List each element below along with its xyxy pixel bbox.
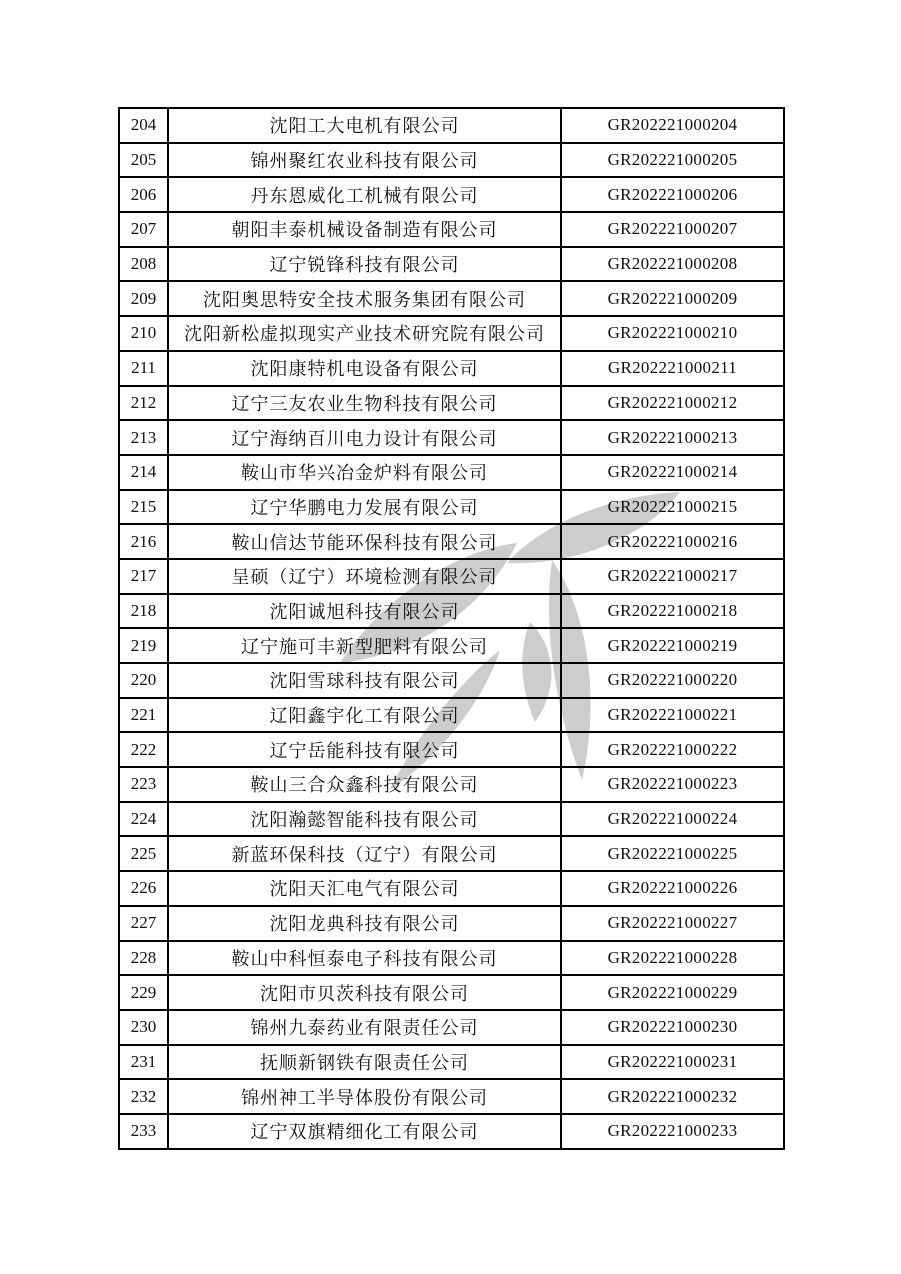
table-row [119,732,784,767]
certificate-code-cell: GR202221000211 [561,351,784,386]
row-number-cell: 225 [119,836,168,871]
company-name-cell: 沈阳市贝茨科技有限公司 [168,975,561,1010]
company-name-cell: 辽宁三友农业生物科技有限公司 [168,386,561,421]
certificate-code-cell: GR202221000223 [561,767,784,802]
company-name-cell: 朝阳丰泰机械设备制造有限公司 [168,212,561,247]
table-row [119,871,784,906]
table-row [119,975,784,1010]
row-number-cell: 228 [119,941,168,976]
company-name-cell: 鞍山信达节能环保科技有限公司 [168,524,561,559]
row-number-cell: 206 [119,177,168,212]
company-name-cell: 沈阳龙典科技有限公司 [168,906,561,941]
company-name-cell: 沈阳诚旭科技有限公司 [168,594,561,629]
certificate-code-cell: GR202221000220 [561,663,784,698]
certificate-code-cell: GR202221000214 [561,455,784,490]
certificate-code-cell: GR202221000229 [561,975,784,1010]
table-row [119,281,784,316]
row-number-cell: 215 [119,490,168,525]
certificate-code-cell: GR202221000230 [561,1010,784,1045]
table-row [119,247,784,282]
company-name-cell: 锦州聚红农业科技有限公司 [168,143,561,178]
table-row [119,594,784,629]
row-number-cell: 218 [119,594,168,629]
table-row [119,802,784,837]
table-row [119,490,784,525]
row-number-cell: 223 [119,767,168,802]
table-row [119,1045,784,1080]
row-number-cell: 232 [119,1079,168,1114]
certificate-code-cell: GR202221000231 [561,1045,784,1080]
table-row [119,212,784,247]
certificate-code-cell: GR202221000207 [561,212,784,247]
certificate-code-cell: GR202221000219 [561,628,784,663]
company-name-cell: 沈阳工大电机有限公司 [168,108,561,143]
company-name-cell: 辽阳鑫宇化工有限公司 [168,698,561,733]
table-row [119,177,784,212]
company-name-cell: 丹东恩威化工机械有限公司 [168,177,561,212]
certificate-code-cell: GR202221000224 [561,802,784,837]
row-number-cell: 217 [119,559,168,594]
row-number-cell: 213 [119,420,168,455]
company-name-cell: 鞍山中科恒泰电子科技有限公司 [168,941,561,976]
certificate-code-cell: GR202221000222 [561,732,784,767]
certificate-code-cell: GR202221000216 [561,524,784,559]
table-row [119,628,784,663]
certificate-code-cell: GR202221000205 [561,143,784,178]
row-number-cell: 209 [119,281,168,316]
table-row [119,386,784,421]
company-name-cell: 辽宁海纳百川电力设计有限公司 [168,420,561,455]
certificate-table-body [119,108,784,1149]
table-row [119,108,784,143]
table-row [119,1114,784,1149]
row-number-cell: 224 [119,802,168,837]
row-number-cell: 226 [119,871,168,906]
company-name-cell: 呈硕（辽宁）环境检测有限公司 [168,559,561,594]
row-number-cell: 208 [119,247,168,282]
company-name-cell: 锦州九泰药业有限责任公司 [168,1010,561,1045]
table-row [119,767,784,802]
row-number-cell: 233 [119,1114,168,1149]
table-row [119,698,784,733]
table-row [119,1079,784,1114]
row-number-cell: 204 [119,108,168,143]
row-number-cell: 227 [119,906,168,941]
company-name-cell: 沈阳新松虚拟现实产业技术研究院有限公司 [168,316,561,351]
certificate-code-cell: GR202221000209 [561,281,784,316]
row-number-cell: 210 [119,316,168,351]
company-name-cell: 锦州神工半导体股份有限公司 [168,1079,561,1114]
row-number-cell: 230 [119,1010,168,1045]
row-number-cell: 214 [119,455,168,490]
certificate-code-cell: GR202221000226 [561,871,784,906]
table-row [119,1010,784,1045]
certificate-code-cell: GR202221000204 [561,108,784,143]
company-name-cell: 辽宁施可丰新型肥料有限公司 [168,628,561,663]
row-number-cell: 231 [119,1045,168,1080]
certificate-code-cell: GR202221000212 [561,386,784,421]
row-number-cell: 205 [119,143,168,178]
table-row [119,420,784,455]
company-name-cell: 辽宁岳能科技有限公司 [168,732,561,767]
company-name-cell: 鞍山三合众鑫科技有限公司 [168,767,561,802]
certificate-code-cell: GR202221000206 [561,177,784,212]
certificate-code-cell: GR202221000218 [561,594,784,629]
company-name-cell: 沈阳康特机电设备有限公司 [168,351,561,386]
company-name-cell: 新蓝环保科技（辽宁）有限公司 [168,836,561,871]
certificate-code-cell: GR202221000221 [561,698,784,733]
certificate-code-cell: GR202221000210 [561,316,784,351]
row-number-cell: 211 [119,351,168,386]
table-row [119,663,784,698]
company-name-cell: 辽宁双旗精细化工有限公司 [168,1114,561,1149]
table-row [119,455,784,490]
table-row [119,351,784,386]
company-name-cell: 沈阳天汇电气有限公司 [168,871,561,906]
company-name-cell: 辽宁锐锋科技有限公司 [168,247,561,282]
certificate-code-cell: GR202221000228 [561,941,784,976]
row-number-cell: 220 [119,663,168,698]
row-number-cell: 207 [119,212,168,247]
company-name-cell: 沈阳雪球科技有限公司 [168,663,561,698]
row-number-cell: 219 [119,628,168,663]
company-name-cell: 沈阳瀚懿智能科技有限公司 [168,802,561,837]
table-row [119,559,784,594]
table-row [119,143,784,178]
certificate-code-cell: GR202221000225 [561,836,784,871]
certificate-code-cell: GR202221000213 [561,420,784,455]
table-row [119,941,784,976]
company-name-cell: 辽宁华鹏电力发展有限公司 [168,490,561,525]
certificate-table [118,107,785,1150]
certificate-code-cell: GR202221000233 [561,1114,784,1149]
certificate-code-cell: GR202221000227 [561,906,784,941]
row-number-cell: 221 [119,698,168,733]
table-row [119,836,784,871]
company-name-cell: 沈阳奥思特安全技术服务集团有限公司 [168,281,561,316]
company-name-cell: 抚顺新钢铁有限责任公司 [168,1045,561,1080]
certificate-code-cell: GR202221000215 [561,490,784,525]
row-number-cell: 229 [119,975,168,1010]
row-number-cell: 212 [119,386,168,421]
table-row [119,524,784,559]
table-row [119,906,784,941]
row-number-cell: 222 [119,732,168,767]
row-number-cell: 216 [119,524,168,559]
company-name-cell: 鞍山市华兴冶金炉料有限公司 [168,455,561,490]
table-row [119,316,784,351]
certificate-code-cell: GR202221000217 [561,559,784,594]
certificate-code-cell: GR202221000232 [561,1079,784,1114]
certificate-code-cell: GR202221000208 [561,247,784,282]
